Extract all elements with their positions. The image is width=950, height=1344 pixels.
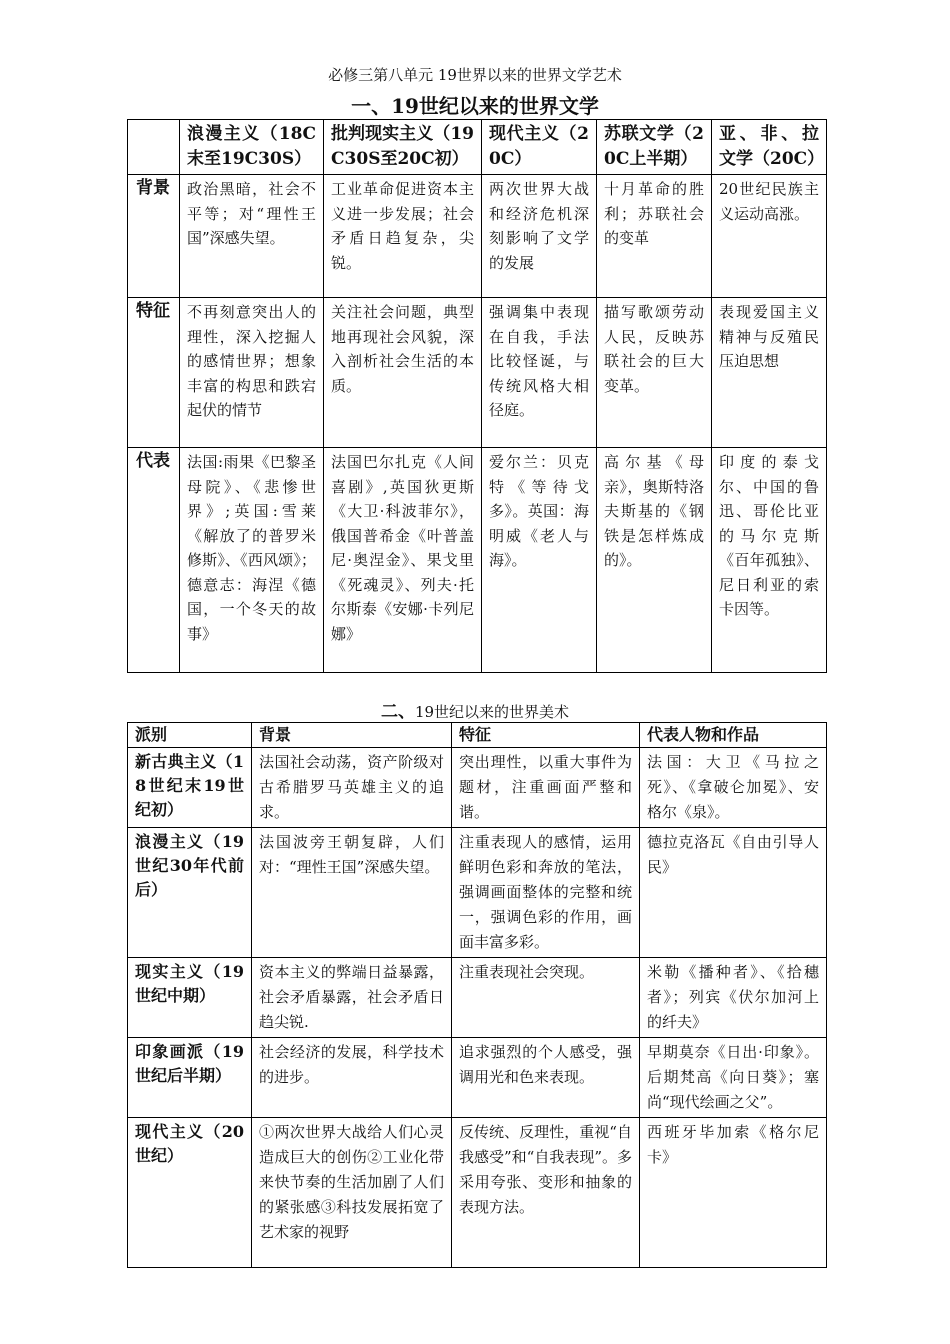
art-row <box>128 1038 827 1118</box>
literature-header-cell: 苏联文学（20C上半期） <box>597 120 712 175</box>
section1-title: 一、19世纪以来的世界文学 <box>351 94 599 118</box>
art-background-cell: ①两次世界大战给人们心灵造成巨大的创伤②工业化带来快节奏的生活加剧了人们的紧张感③科技发展拓宽了艺术家的视野 <box>252 1118 452 1268</box>
literature-cell: 不再刻意突出人的理性，深入挖掘人的感情世界；想象丰富的构思和跌宕起伏的情节 <box>180 298 324 448</box>
art-background-cell: 法国社会动荡，资产阶级对古希腊罗马英雄主义的追求。 <box>252 748 452 828</box>
literature-row-label: 特征 <box>128 298 180 448</box>
art-row <box>128 828 827 958</box>
art-header-cell: 派别 <box>128 723 252 748</box>
literature-header-cell: 现代主义（20C） <box>482 120 597 175</box>
art-row <box>128 958 827 1038</box>
art-feature-cell: 突出理性，以重大事件为题材，注重画面严整和谐。 <box>452 748 640 828</box>
art-feature-cell: 注重表现人的感情，运用鲜明色彩和奔放的笔法，强调画面整体的完整和统一，强调色彩的作用，画面丰富多彩。 <box>452 828 640 958</box>
literature-cell: 高尔基《母亲》，奥斯特洛夫斯基的《钢铁是怎样炼成的》。 <box>597 448 712 673</box>
art-works-cell: 早期莫奈《日出·印象》。后期梵高《向日葵》；塞尚“现代绘画之父”。 <box>640 1038 827 1118</box>
art-feature-cell: 注重表现社会突现。 <box>452 958 640 1038</box>
literature-cell: 政治黑暗，社会不平等；对“理性王国”深感失望。 <box>180 175 324 298</box>
section2-title <box>0 702 950 722</box>
literature-cell: 十月革命的胜利；苏联社会的变革 <box>597 175 712 298</box>
literature-cell: 法国:雨果《巴黎圣母院》、《悲惨世界》;英国:雪莱《解放了的普罗米修斯》、《西风颂》；德意志：海涅《德国，一个冬天的故事》 <box>180 448 324 673</box>
literature-cell: 强调集中表现在自我，手法比较怪诞，与传统风格大相径庭。 <box>482 298 597 448</box>
literature-row-representatives <box>128 448 827 673</box>
literature-header-cell: 亚、非、拉文学（20C） <box>712 120 827 175</box>
literature-header-cell: 批判现实主义（19C30S至20C初） <box>324 120 482 175</box>
art-background-cell: 社会经济的发展，科学技术的进步。 <box>252 1038 452 1118</box>
literature-cell: 工业革命促进资本主义进一步发展；社会矛盾日趋复杂，尖锐。 <box>324 175 482 298</box>
art-works-cell: 西班牙毕加索《格尔尼卡》 <box>640 1118 827 1268</box>
literature-cell: 关注社会问题，典型地再现社会风貌，深入剖析社会生活的本质。 <box>324 298 482 448</box>
literature-header-cell: 浪漫主义（18C末至19C30S） <box>180 120 324 175</box>
literature-header-row <box>128 120 827 175</box>
section2-title-text: 19世纪以来的世界美术 <box>414 703 570 721</box>
document-subtitle: 必修三第八单元 19世界以来的世界文学艺术 <box>328 66 622 84</box>
literature-row-features <box>128 298 827 448</box>
art-school-cell: 现实主义（19世纪中期） <box>128 958 252 1038</box>
literature-cell: 法国巴尔扎克《人间喜剧》,英国狄更斯《大卫·科波菲尔》，俄国普希金《叶普盖尼·奥涅金》、果戈里《死魂灵》、列夫·托尔斯泰《安娜·卡列尼娜》 <box>324 448 482 673</box>
literature-cell: 两次世界大战和经济危机深刻影响了文学的发展 <box>482 175 597 298</box>
literature-corner-cell <box>128 120 180 175</box>
literature-row-label: 代表 <box>128 448 180 673</box>
art-row <box>128 748 827 828</box>
art-table <box>127 722 827 1268</box>
art-school-cell: 印象画派（19世纪后半期） <box>128 1038 252 1118</box>
art-feature-cell: 反传统、反理性，重视“自我感受”和“自我表现”。多采用夸张、变形和抽象的表现方法。 <box>452 1118 640 1268</box>
literature-cell: 爱尔兰：贝克特《等待戈多》。英国：海明威《老人与海》。 <box>482 448 597 673</box>
literature-table <box>127 119 827 673</box>
art-header-cell: 背景 <box>252 723 452 748</box>
literature-cell: 20世纪民族主义运动高涨。 <box>712 175 827 298</box>
art-header-cell: 特征 <box>452 723 640 748</box>
literature-cell: 表现爱国主义精神与反殖民压迫思想 <box>712 298 827 448</box>
section2-number: 二、 <box>380 702 415 722</box>
art-feature-cell: 追求强烈的个人感受，强调用光和色来表现。 <box>452 1038 640 1118</box>
art-header-cell: 代表人物和作品 <box>640 723 827 748</box>
literature-row-label: 背景 <box>128 175 180 298</box>
literature-cell: 描写歌颂劳动人民，反映苏联社会的巨大变革。 <box>597 298 712 448</box>
art-header-row <box>128 723 827 748</box>
art-row <box>128 1118 827 1268</box>
art-background-cell: 法国波旁王朝复辟，人们对：“理性王国”深感失望。 <box>252 828 452 958</box>
art-school-cell: 新古典主义（18世纪末19世纪初） <box>128 748 252 828</box>
art-school-cell: 浪漫主义（19世纪30年代前后） <box>128 828 252 958</box>
art-school-cell: 现代主义（20世纪） <box>128 1118 252 1268</box>
literature-row-background <box>128 175 827 298</box>
art-works-cell: 米勒《播种者》、《拾穗者》；列宾《伏尔加河上的纤夫》 <box>640 958 827 1038</box>
art-works-cell: 德拉克洛瓦《自由引导人民》 <box>640 828 827 958</box>
art-background-cell: 资本主义的弊端日益暴露，社会矛盾暴露，社会矛盾日趋尖锐. <box>252 958 452 1038</box>
literature-cell: 印度的泰戈尔、中国的鲁迅、哥伦比亚的马尔克斯《百年孤独》、尼日利亚的索卡因等。 <box>712 448 827 673</box>
art-works-cell: 法国：大卫《马拉之死》、《拿破仑加冕》、安格尔《泉》。 <box>640 748 827 828</box>
